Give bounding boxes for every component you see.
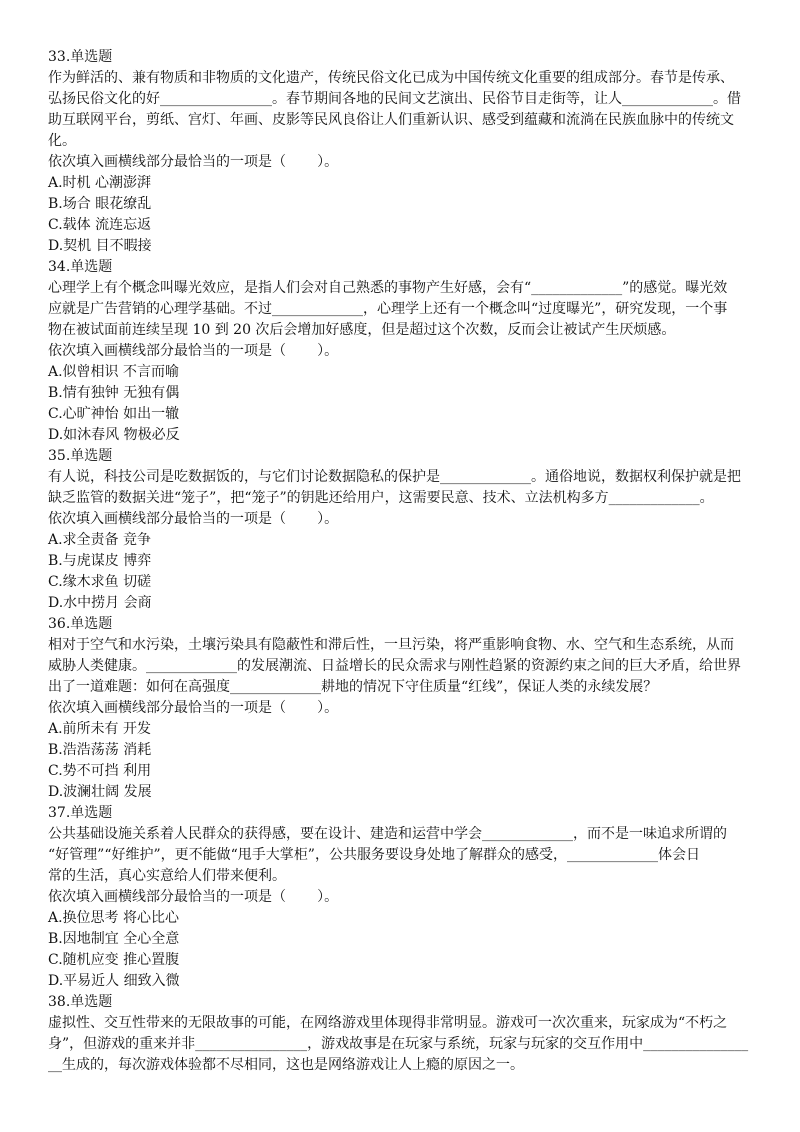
option-b: B.与虎谋皮 博弈 [48, 553, 152, 569]
question-text-line: 助互联网平台，剪纸、宫灯、年画、皮影等民风良俗让人们重新认识、感受到蕴藏和流淌在民族血脉中的传统文 [48, 112, 734, 128]
question-text-line: 弘扬民俗文化的好________________。春节期间各地的民间文艺演出、民俗节目走街等，让人_____________。借 [48, 91, 741, 107]
question-prompt: 依次填入画横线部分最恰当的一项是（ ）。 [48, 511, 339, 527]
question-text-line: 心理学上有个概念叫曝光效应，是指人们会对自己熟悉的事物产生好感，会有“_____________”的感觉。曝光效 [48, 280, 728, 296]
option-d: D.契机 目不暇接 [48, 238, 152, 254]
option-a: A.换位思考 将心比心 [48, 910, 180, 926]
question-text-line: 物在被试面前连续呈现 10 到 20 次后会增加好感度，但是超过这个次数，反而会让被试产生厌烦感。 [48, 322, 676, 338]
option-a: A.时机 心潮澎湃 [48, 175, 152, 191]
question-prompt: 依次填入画横线部分最恰当的一项是（ ）。 [48, 889, 339, 905]
option-b: B.浩浩荡荡 消耗 [48, 742, 152, 758]
option-d: D.如沐春风 物极必反 [48, 427, 180, 443]
option-b: B.场合 眼花缭乱 [48, 196, 152, 212]
option-c: C.缘木求鱼 切磋 [48, 574, 152, 590]
question-text-line: “好管理”“好维护”，更不能做“甩手大掌柜”，公共服务要设身处地了解群众的感受，_____________体会日 [48, 847, 700, 863]
option-d: D.平易近人 细致入微 [48, 973, 180, 989]
question-text-line: 作为鲜活的、兼有物质和非物质的文化遗产，传统民俗文化已成为中国传统文化重要的组成部分。春节是传承、 [48, 70, 734, 86]
option-c: C.势不可挡 利用 [48, 763, 152, 779]
option-c: C.载体 流连忘返 [48, 217, 152, 233]
question-34 [48, 257, 762, 446]
question-text-line: 化。 [48, 133, 76, 149]
question-header: 35.单选题 [48, 448, 113, 464]
option-b: B.情有独钟 无独有偶 [48, 385, 180, 401]
question-text-line: 威胁人类健康。_____________的发展潮流、日益增长的民众需求与刚性趋紧的资源约束之间的巨大矛盾，给世界 [48, 658, 741, 674]
question-36 [48, 614, 762, 803]
question-header: 38.单选题 [48, 994, 113, 1010]
option-a: A.前所未有 开发 [48, 721, 152, 737]
question-38 [48, 992, 762, 1076]
question-header: 37.单选题 [48, 805, 113, 821]
question-37 [48, 803, 762, 992]
question-header: 33.单选题 [48, 49, 113, 65]
question-header: 36.单选题 [48, 616, 113, 632]
option-c: C.心旷神怡 如出一辙 [48, 406, 180, 422]
option-c: C.随机应变 推心置腹 [48, 952, 180, 968]
question-prompt: 依次填入画横线部分最恰当的一项是（ ）。 [48, 343, 339, 359]
question-text-line: 常的生活，真心实意给人们带来便利。 [48, 868, 286, 884]
question-text-line: 相对于空气和水污染，土壤污染具有隐蔽性和滞后性，一旦污染，将严重影响食物、水、空气和生态系统，从而 [48, 637, 734, 653]
question-text-line: 缺乏监管的数据关进“笼子”，把“笼子”的钥匙还给用户，这需要民意、技术、立法机构多方_____________。 [48, 490, 714, 506]
option-a: A.似曾相识 不言而喻 [48, 364, 180, 380]
option-b: B.因地制宜 全心全意 [48, 931, 180, 947]
question-text-line: 虚拟性、交互性带来的无限故事的可能，在网络游戏里体现得非常明显。游戏可一次次重来，玩家成为“不朽之 [48, 1015, 728, 1031]
question-prompt: 依次填入画横线部分最恰当的一项是（ ）。 [48, 700, 339, 716]
option-a: A.求全责备 竞争 [48, 532, 152, 548]
option-d: D.波澜壮阔 发展 [48, 784, 152, 800]
question-35 [48, 446, 762, 614]
question-text-line: __生成的，每次游戏体验都不尽相同，这也是网络游戏让人上瘾的原因之一。 [48, 1057, 524, 1073]
question-prompt: 依次填入画横线部分最恰当的一项是（ ）。 [48, 154, 339, 170]
question-text-line: 公共基础设施关系着人民群众的获得感，要在设计、建造和运营中学会_____________，而不是一味追求所谓的 [48, 826, 727, 842]
question-text-line: 出了一道难题：如何在高强度_____________耕地的情况下守住质量“红线”，保证人类的永续发展？ [48, 679, 658, 695]
question-text-line: 有人说，科技公司是吃数据饭的，与它们讨论数据隐私的保护是_____________。通俗地说，数据权利保护就是把 [48, 469, 741, 485]
question-text-line: 应就是广告营销的心理学基础。不过_____________，心理学上还有一个概念叫“过度曝光”，研究发现，一个事 [48, 301, 728, 317]
question-33 [48, 47, 762, 257]
question-header: 34.单选题 [48, 259, 113, 275]
option-d: D.水中捞月 会商 [48, 595, 152, 611]
question-text-line: 身”，但游戏的重来并非________________，游戏故事是在玩家与系统，玩家与玩家的交互作用中_______________ [48, 1036, 749, 1052]
